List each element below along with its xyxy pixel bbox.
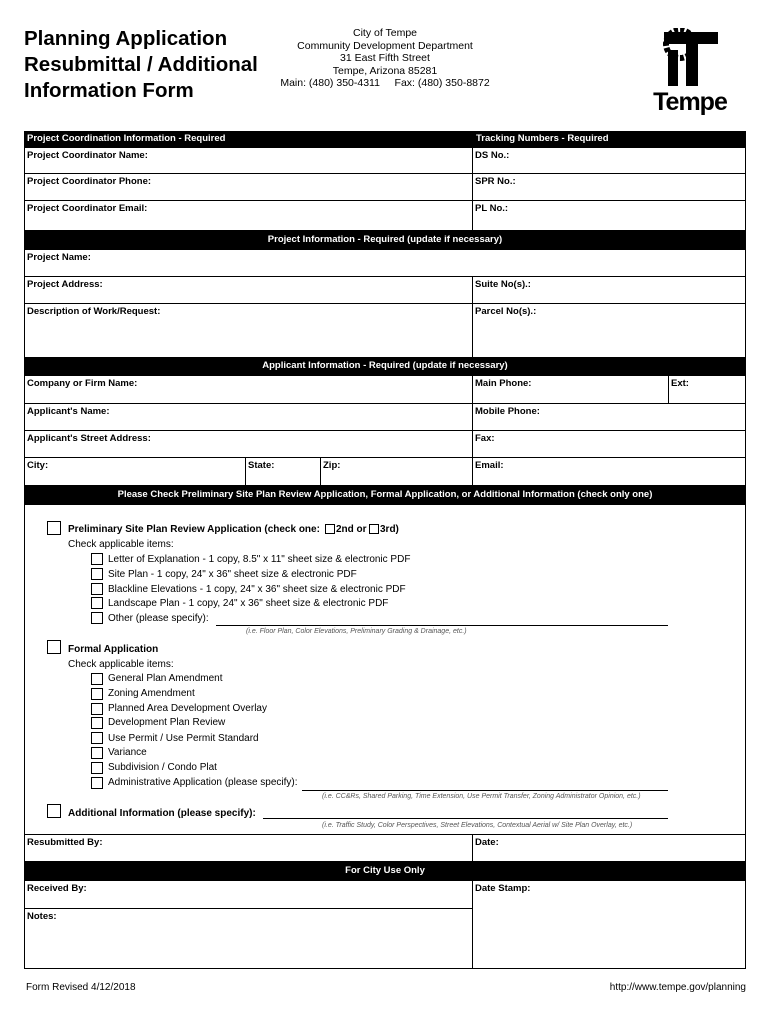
spr-no-field[interactable] — [472, 173, 746, 201]
zip-field[interactable] — [320, 457, 473, 486]
prelim-item-1-checkbox[interactable] — [91, 553, 103, 565]
title-line-1: Planning Application — [24, 27, 228, 50]
formal-item-1-checkbox[interactable] — [91, 673, 103, 685]
main-phone-field[interactable] — [472, 375, 669, 404]
description-field[interactable] — [24, 303, 473, 358]
suite-no-field[interactable] — [472, 276, 746, 304]
prelim-item-1-label: Letter of Explanation - 1 copy, 8.5" x 11" sheet size & electronic PDF — [108, 554, 411, 565]
ds-no-field[interactable] — [472, 147, 746, 174]
pl-no-label: PL No.: — [475, 203, 509, 214]
additional-note: (i.e. Traffic Study, Color Perspectives, Street Elevations, Contextual Aerial w/ Site Plan Overlay, etc.) — [322, 822, 633, 829]
project-heading: Project Information - Required (update if necessary) — [267, 234, 503, 245]
received-by-label: Received By: — [27, 883, 87, 894]
applicant-heading-bar — [24, 358, 746, 375]
prelim-item-5-checkbox[interactable] — [91, 612, 103, 624]
ds-no-label: DS No.: — [475, 150, 510, 161]
formal-item-5-label: Use Permit / Use Permit Standard — [108, 733, 259, 744]
mobile-phone-label: Mobile Phone: — [475, 406, 540, 417]
formal-item-6-checkbox[interactable] — [91, 747, 103, 759]
resubmit-date-field[interactable] — [472, 834, 746, 862]
prelim-checkbox[interactable] — [47, 521, 61, 535]
tempe-logo — [634, 28, 746, 118]
formal-item-3-label: Planned Area Development Overlay — [108, 703, 267, 714]
prelim-item-3-checkbox[interactable] — [91, 583, 103, 595]
main-phone-label: Main Phone: — [475, 378, 532, 389]
description-label: Description of Work/Request: — [27, 306, 161, 317]
prelim-other-note: (i.e. Floor Plan, Color Elevations, Preliminary Grading & Drainage, etc.) — [246, 628, 467, 635]
project-name-field[interactable] — [24, 249, 746, 277]
formal-admin-note: (i.e. CC&Rs, Shared Parking, Time Extension, Use Permit Transfer, Zoning Administrator Opinion, etc.) — [322, 793, 641, 800]
prelim-2nd-checkbox[interactable] — [325, 524, 335, 534]
form-revised: Form Revised 4/12/2018 — [26, 982, 136, 993]
additional-label: Additional Information (please specify): — [68, 808, 256, 819]
formal-item-5-checkbox[interactable] — [91, 732, 103, 744]
parcel-no-label: Parcel No(s).: — [475, 306, 537, 317]
additional-checkbox[interactable] — [47, 804, 61, 818]
coordinator-email-field[interactable] — [24, 200, 473, 231]
state-label: State: — [248, 460, 275, 471]
dept-line-1: City of Tempe — [353, 27, 417, 39]
ext-field[interactable] — [668, 375, 746, 404]
date-stamp-field[interactable] — [472, 880, 746, 969]
tempe-t-icon — [634, 28, 746, 90]
formal-item-2-checkbox[interactable] — [91, 688, 103, 700]
formal-item-4-checkbox[interactable] — [91, 717, 103, 729]
formal-item-6-label: Variance — [108, 747, 147, 758]
check-heading: Please Check Preliminary Site Plan Review Application, Formal Application, or Additional Information (check only one) — [117, 489, 653, 500]
formal-item-7-label: Subdivision / Condo Plat — [108, 762, 217, 773]
applicant-heading: Applicant Information - Required (update if necessary) — [262, 360, 508, 371]
prelim-2nd-label: 2nd or — [336, 524, 367, 535]
ext-label: Ext: — [671, 378, 689, 389]
applicant-name-field[interactable] — [24, 403, 473, 431]
street-address-field[interactable] — [24, 430, 473, 458]
received-by-field[interactable] — [24, 880, 473, 909]
city-field[interactable] — [24, 457, 246, 486]
project-address-label: Project Address: — [27, 279, 103, 290]
mobile-phone-field[interactable] — [472, 403, 746, 431]
coordinator-phone-field[interactable] — [24, 173, 473, 201]
coordinator-name-field[interactable] — [24, 147, 473, 174]
fax-field[interactable] — [472, 430, 746, 458]
prelim-check-items-label: Check applicable items: — [68, 539, 174, 550]
check-heading-bar — [24, 486, 746, 504]
coordination-heading-bar — [24, 131, 746, 147]
applicant-name-label: Applicant's Name: — [27, 406, 110, 417]
date-stamp-label: Date Stamp: — [475, 883, 531, 894]
prelim-other-line[interactable] — [216, 625, 668, 626]
logo-text: Tempe — [653, 88, 727, 116]
dept-line-2: Community Development Department — [297, 39, 473, 52]
coordinator-phone-label: Project Coordinator Phone: — [27, 176, 152, 187]
project-heading-bar — [24, 231, 746, 249]
notes-field[interactable] — [24, 908, 473, 969]
additional-line[interactable] — [263, 818, 668, 819]
prelim-3rd-checkbox[interactable] — [369, 524, 379, 534]
formal-item-1-label: General Plan Amendment — [108, 673, 223, 684]
company-field[interactable] — [24, 375, 473, 404]
resubmitted-by-field[interactable] — [24, 834, 473, 862]
coordination-heading: Project Coordination Information - Required — [27, 133, 226, 144]
prelim-label: Preliminary Site Plan Review Application (check one: — [68, 524, 320, 535]
formal-admin-line[interactable] — [302, 790, 668, 791]
state-field[interactable] — [245, 457, 321, 486]
title-line-3: Information Form — [24, 79, 194, 102]
formal-label: Formal Application — [68, 644, 159, 655]
department-address — [270, 27, 500, 90]
parcel-no-field[interactable] — [472, 303, 746, 358]
title-line-2: Resubmittal / Additional — [24, 53, 258, 76]
notes-label: Notes: — [27, 911, 57, 922]
prelim-3rd-label: 3rd) — [380, 524, 399, 535]
formal-check-items-label: Check applicable items: — [68, 659, 174, 670]
formal-item-2-label: Zoning Amendment — [108, 688, 195, 699]
prelim-item-2-checkbox[interactable] — [91, 568, 103, 580]
email-label: Email: — [475, 460, 504, 471]
tracking-heading: Tracking Numbers - Required — [476, 133, 609, 144]
suite-no-label: Suite No(s).: — [475, 279, 531, 290]
prelim-item-4-checkbox[interactable] — [91, 597, 103, 609]
dept-line-4: Tempe, Arizona 85281 — [332, 64, 438, 77]
formal-item-8-label: Administrative Application (please specify): — [108, 777, 298, 788]
zip-label: Zip: — [323, 460, 341, 471]
city-use-heading-bar — [24, 862, 746, 880]
formal-item-4-label: Development Plan Review — [108, 717, 226, 728]
planning-url[interactable]: http://www.tempe.gov/planning — [609, 982, 746, 993]
email-field[interactable] — [472, 457, 746, 486]
resubmitted-by-label: Resubmitted By: — [27, 837, 103, 848]
project-name-label: Project Name: — [27, 252, 91, 263]
pl-no-field[interactable] — [472, 200, 746, 231]
spr-no-label: SPR No.: — [475, 176, 516, 187]
prelim-item-5-label: Other (please specify): — [108, 613, 209, 624]
fax-label: Fax: — [475, 433, 495, 444]
prelim-item-2-label: Site Plan - 1 copy, 24" x 36" sheet size & electronic PDF — [108, 569, 357, 580]
street-address-label: Applicant's Street Address: — [27, 433, 151, 444]
formal-checkbox[interactable] — [47, 640, 61, 654]
resubmit-date-label: Date: — [475, 837, 499, 848]
dept-line-5: Main: (480) 350-4311 Fax: (480) 350-8872 — [280, 77, 490, 89]
formal-item-8-checkbox[interactable] — [91, 777, 103, 789]
prelim-item-4-label: Landscape Plan - 1 copy, 24" x 36" sheet size & electronic PDF — [108, 598, 389, 609]
formal-item-3-checkbox[interactable] — [91, 703, 103, 715]
form-title — [24, 26, 258, 104]
prelim-item-3-label: Blackline Elevations - 1 copy, 24" x 36" sheet size & electronic PDF — [108, 584, 406, 595]
city-label: City: — [27, 460, 49, 471]
coordinator-name-label: Project Coordinator Name: — [27, 150, 148, 161]
dept-line-3: 31 East Fifth Street — [340, 52, 430, 64]
company-label: Company or Firm Name: — [27, 378, 138, 389]
project-address-field[interactable] — [24, 276, 473, 304]
formal-item-7-checkbox[interactable] — [91, 762, 103, 774]
city-use-heading: For City Use Only — [345, 865, 425, 876]
coordinator-email-label: Project Coordinator Email: — [27, 203, 148, 214]
